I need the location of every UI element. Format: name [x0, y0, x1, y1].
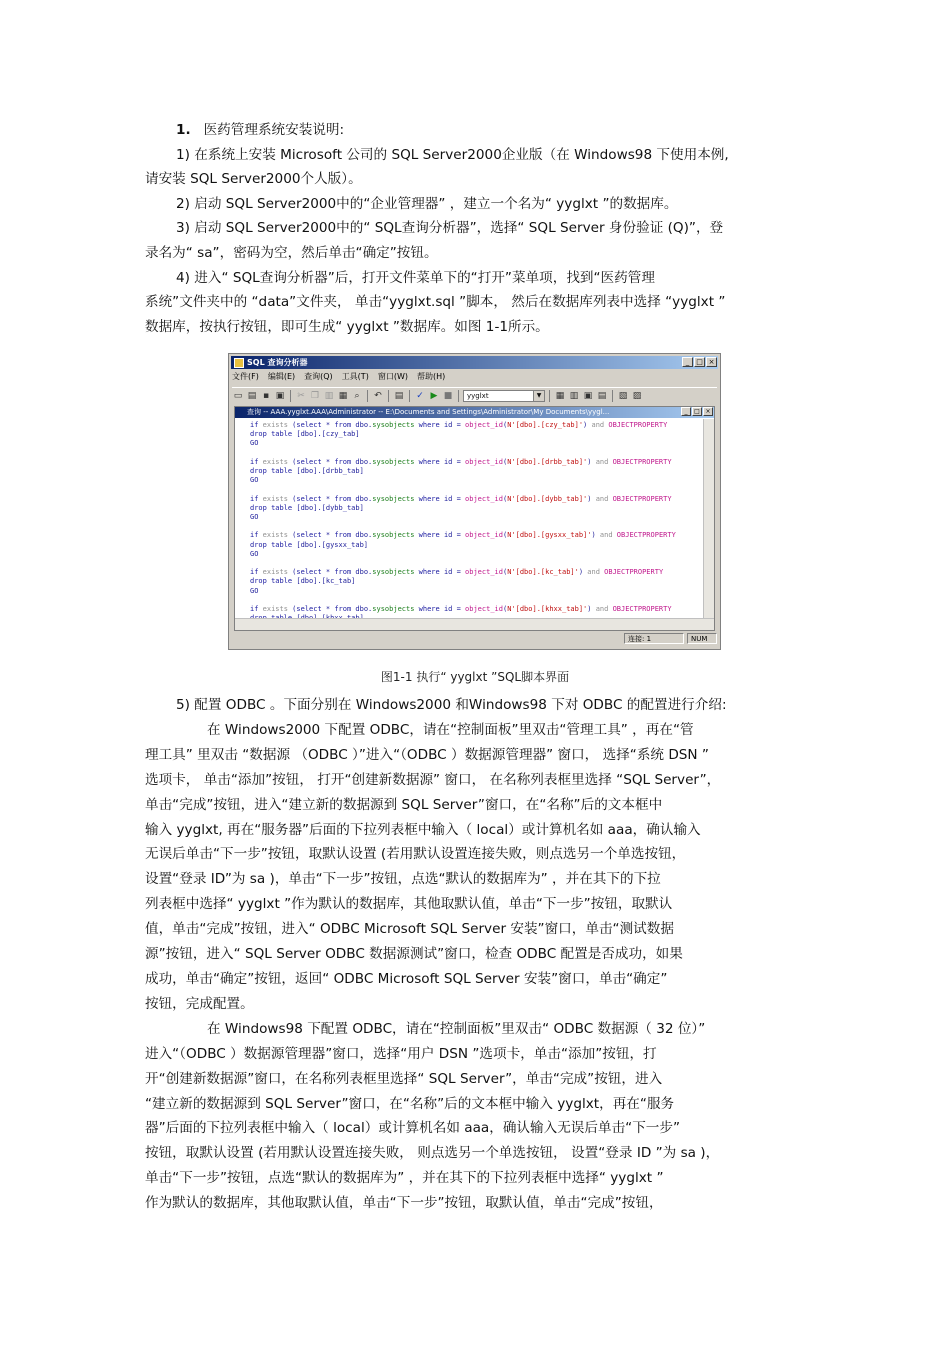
maximize-icon[interactable]: □ [694, 357, 705, 367]
toolbar-divider [549, 390, 550, 402]
toolbar-divider [409, 390, 410, 402]
close-icon[interactable]: × [703, 407, 713, 416]
query-window [234, 406, 715, 631]
win2000-line-4: 单击“完成”按钮，进入“建立新的数据源到 SQL Server”窗口，在“名称”后的文本框中 [145, 796, 663, 813]
options-icon[interactable]: ▤ [597, 391, 607, 401]
connection-count: 连接: 1 [624, 633, 684, 644]
toolbar-divider [458, 390, 459, 402]
chevron-down-icon: ▼ [533, 391, 544, 401]
copy-icon[interactable]: ❐ [310, 391, 320, 401]
win98-line-6: 按钮，取默认设置 (若用默认设置连接失败， 则点选另一个单选按钮， 设置“登录 ID ”为 sa )， [145, 1145, 720, 1162]
win2000-line-9: 值，单击“完成”按钮，进入“ ODBC Microsoft SQL Server 安装”窗口，单击“测试数据 [145, 921, 674, 938]
heading-text: 医药管理系统安装说明: [203, 122, 345, 138]
step-3-line-2: 录名为“ sa”，密码为空，然后单击“确定”按钮。 [145, 244, 438, 261]
step-1-line-2: 请安装 SQL Server2000个人版）。 [145, 171, 362, 188]
win98-line-5: 器”后面的下拉列表框中输入（ local）或计算机名如 aaa，确认输入无误后单击“下一步” [145, 1120, 681, 1137]
horizontal-scrollbar[interactable] [235, 618, 714, 630]
menu-file[interactable]: 文件(F) [232, 372, 259, 381]
clear-icon[interactable]: ▦ [338, 391, 348, 401]
query-window-titlebar [235, 407, 714, 418]
odbc-section [145, 693, 807, 1216]
properties-icon[interactable]: ▣ [583, 391, 593, 401]
sql-script-editor[interactable]: if exists (select * from dbo.sysobjects where id = object_id(N'[dbo].[czy_tab]') and OBJECTPROPERTY drop table [dbo].[czy_tab] GO if exists (select * from dbo.sysobjects where id = object_id(N'[dbo].[drbb_tab]') and OBJECTPROPERTY drop table [dbo].[drbb_tab] GO if exists (select * from dbo.sysobjects where id = object_id(N'[dbo].[dybb_tab]') and OBJECTPROPERTY drop table [dbo].[dybb_tab] GO if exists (select * from dbo.sysobjects where id = object_id(N'[dbo].[gysxx_tab]') and OBJECTPROPERTY drop table [dbo].[gysxx_tab] GO if exists (select * from dbo.sysobjects where id = object_id(N'[dbo].[kc_tab]') and OBJECTPROPERTY drop table [dbo].[kc_tab] GO if exists (select * from dbo.sysobjects where id = object_id(N'[dbo].[khxx_tab]') and OBJECTPROPERTY [250, 421, 676, 614]
win98-line-8: 作为默认的数据库，其他取默认值，单击“下一步”按钮，取默认值，单击“完成”按钮， [145, 1195, 663, 1212]
minimize-icon[interactable]: _ [682, 357, 693, 367]
execution-plan-icon[interactable]: ▨ [632, 391, 642, 401]
query-analyzer-screenshot [228, 353, 721, 650]
win2000-line-12: 按钮，完成配置。 [145, 995, 254, 1012]
stop-icon[interactable]: ■ [443, 391, 453, 401]
section-heading [145, 118, 807, 143]
step-4-line-1: 4) 进入“ SQL查询分析器”后，打开文件菜单下的“打开”菜单项，找到“医药管理 [176, 269, 655, 286]
step-4-line-2: 系统”文件夹中的 “data”文件夹， 单击“yyglxt.sql ”脚本， 然后在数据库列表中选择 “yyglxt ” [145, 294, 726, 311]
step-5: 5) 配置 ODBC 。下面分别在 Windows2000 和Windows98 下对 ODBC 的配置进行介绍: [176, 697, 727, 713]
execute-icon[interactable]: ▶ [430, 391, 438, 401]
toolbar-divider [612, 390, 613, 402]
win98-line-7: 单击“下一步”按钮，点选“默认的数据库为” ，并在其下的下拉列表框中选择“ yyglxt ” [145, 1170, 664, 1187]
window-title: SQL 查询分析器 [247, 358, 308, 367]
save-icon[interactable]: ▪ [262, 391, 270, 401]
menu-edit[interactable]: 编辑(E) [267, 372, 296, 381]
maximize-icon[interactable]: □ [692, 407, 702, 416]
object-browser-icon[interactable]: ▦ [555, 391, 565, 401]
find-icon[interactable]: ⌕ [354, 391, 360, 401]
menu-help[interactable]: 帮助(H) [416, 372, 446, 381]
menu-bar [232, 371, 445, 383]
heading-number: 1. [176, 122, 191, 138]
win98-line-4: “建立新的数据源到 SQL Server”窗口，在“名称”后的文本框中输入 yyglxt，再在“服务 [145, 1095, 675, 1112]
step-2: 2) 启动 SQL Server2000中的“企业管理器” ，建立一个名为“ yyglxt ”的数据库。 [176, 195, 678, 212]
toolbar-divider [290, 390, 291, 402]
win98-line-1: 在 Windows98 下配置 ODBC，请在“控制面板”里双击“ ODBC 数据源（ 32 位）” [207, 1020, 706, 1037]
win2000-line-10: 源”按钮，进入“ SQL Server ODBC 数据源测试”窗口，检查 ODBC 配置是否成功，如果 [145, 946, 683, 963]
database-select[interactable] [463, 390, 545, 402]
win2000-line-1: 在 Windows2000 下配置 ODBC，请在“控制面板”里双击“管理工具” ，再在“管 [207, 721, 694, 738]
minimize-icon[interactable]: _ [681, 407, 691, 416]
toolbar-divider [388, 390, 389, 402]
num-lock-indicator: NUM [687, 633, 717, 644]
win2000-line-3: 选项卡， 单击“添加”按钮， 打开“创建新数据源” 窗口， 在名称列表框里选择 “SQL Server”， [145, 771, 721, 788]
undo-icon[interactable]: ↶ [374, 391, 382, 401]
results-mode-icon[interactable]: ▤ [394, 391, 404, 401]
open-icon[interactable]: ▤ [247, 391, 257, 401]
new-query-icon[interactable]: ▭ [233, 391, 243, 401]
win2000-line-6: 无误后单击“下一步”按钮，取默认设置 (若用默认设置连接失败，则点选另一个单选按钮， [145, 846, 686, 863]
win98-line-3: 开“创建新数据源”窗口，在名称列表框里选择“ SQL Server”，单击“完成”按钮，进入 [145, 1070, 663, 1087]
status-bar [232, 633, 717, 647]
toolbar-divider [367, 390, 368, 402]
parse-icon[interactable]: ✓ [416, 391, 424, 401]
app-icon [234, 358, 244, 368]
vertical-scrollbar[interactable] [703, 419, 714, 618]
win2000-line-5: 输入 yyglxt, 再在“服务器”后面的下拉列表框中输入（ local）或计算机名如 aaa，确认输入 [145, 821, 701, 838]
win2000-line-8: 列表框中选择“ yyglxt ”作为默认的数据库，其他取默认值，单击“下一步”按钮，取默认 [145, 896, 673, 913]
menu-window[interactable]: 窗口(W) [377, 372, 408, 381]
show-results-icon[interactable]: ▧ [618, 391, 628, 401]
step-4-line-3: 数据库，按执行按钮，即可生成“ yyglxt ”数据库。如图 1-1所示。 [145, 318, 549, 335]
win98-line-2: 进入“（ODBC ）数据源管理器”窗口，选择“用户 DSN ”选项卡，单击“添加”按钮，打 [145, 1045, 657, 1062]
database-name: yyglxt [467, 392, 489, 400]
cut-icon[interactable]: ✂ [297, 391, 305, 401]
object-search-icon[interactable]: ▥ [569, 391, 579, 401]
win2000-line-11: 成功，单击“确定”按钮，返回“ ODBC Microsoft SQL Server 安装”窗口，单击“确定” [145, 970, 668, 987]
win2000-line-2: 理工具” 里双击 “数据源 （ODBC ）”进入“（ODBC ）数据源管理器” 窗口， 选择“系统 DSN ” [145, 746, 709, 763]
paste-icon[interactable]: ▥ [324, 391, 334, 401]
step-3-line-1: 3) 启动 SQL Server2000中的“ SQL查询分析器”，选择“ SQL Server 身份验证 (Q)”，登 [176, 220, 724, 237]
toolbar [232, 387, 717, 404]
menu-query[interactable]: 查询(Q) [304, 372, 333, 381]
step-1-line-1: 1) 在系统上安装 Microsoft 公司的 SQL Server2000企业版（在 Windows98 下使用本例, [176, 146, 729, 163]
query-window-title: 查询 -- AAA.yyglxt.AAA\Administrator -- E:\Documents and Settings\Administrator\My Documents\yygl... [247, 408, 610, 416]
close-icon[interactable]: × [706, 357, 717, 367]
win2000-line-7: 设置“登录 ID”为 sa )，单击“下一步”按钮，点选“默认的数据库为” ，并在其下的下拉 [145, 871, 661, 888]
menu-tools[interactable]: 工具(T) [341, 372, 369, 381]
load-script-icon[interactable]: ▣ [275, 391, 285, 401]
intro-section [145, 118, 807, 339]
window-titlebar [231, 356, 718, 369]
figure-caption: 图1-1 执行“ yyglxt ”SQL脚本界面 [380, 670, 570, 684]
